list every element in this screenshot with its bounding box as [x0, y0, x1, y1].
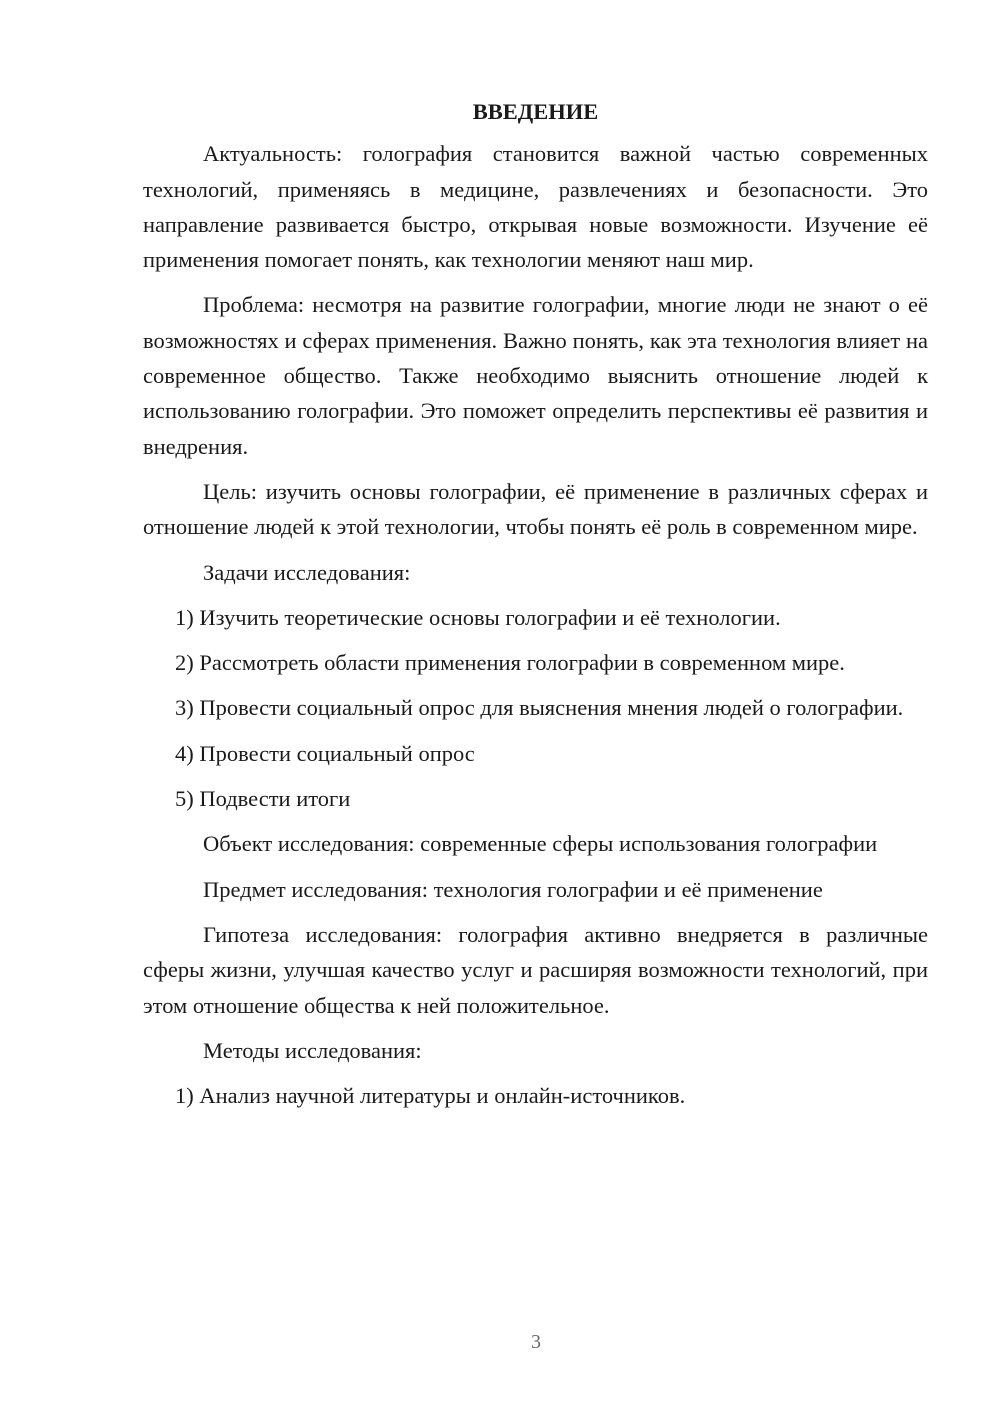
problem-paragraph: Проблема: несмотря на развитие голографии, многие люди не знают о её возможностях и сферах применения. Важно понять, как эта технология влияет на современное общество. Также необходимо выяснить отношение людей к использованию голографии. Это поможет определить перспективы её развития и внедрения. — [143, 292, 928, 459]
task-item-2: 2) Рассмотреть области применения голографии в современном мире. — [175, 650, 845, 676]
relevance-paragraph: Актуальность: голография становится важной частью современных технологий, применяясь в медицине, развлечениях и безопасности. Это направление развивается быстро, открывая новые возможности. Изучение её применения помогает понять, как технологии меняют наш мир. — [143, 141, 928, 273]
task-item-4: 4) Провести социальный опрос — [175, 740, 475, 766]
page-number: 3 — [531, 1331, 541, 1353]
task-item-5: 5) Подвести итоги — [175, 786, 351, 812]
document-body — [143, 94, 928, 1123]
tasks-heading: Задачи исследования: — [203, 559, 411, 585]
methods-heading: Методы исследования: — [203, 1037, 422, 1063]
hypothesis-paragraph: Гипотеза исследования: голография активно внедряется в различные сферы жизни, улучшая качество услуг и расширяя возможности технологий, при этом отношение общества к ней положительное. — [143, 921, 928, 1018]
subject-paragraph: Предмет исследования: технология голографии и её применение — [203, 876, 823, 902]
goal-paragraph: Цель: изучить основы голографии, её применение в различных сферах и отношение людей к этой технологии, чтобы понять её роль в современном мире. — [143, 478, 928, 540]
section-title: ВВЕДЕНИЕ — [472, 99, 599, 124]
task-item-3: 3) Провести социальный опрос для выяснения мнения людей о голографии. — [175, 695, 904, 721]
method-item-1: 1) Анализ научной литературы и онлайн-источников. — [175, 1083, 686, 1109]
task-item-1: 1) Изучить теоретические основы голографии и её технологии. — [175, 604, 781, 630]
object-paragraph: Объект исследования: современные сферы использования голографии — [203, 831, 878, 857]
